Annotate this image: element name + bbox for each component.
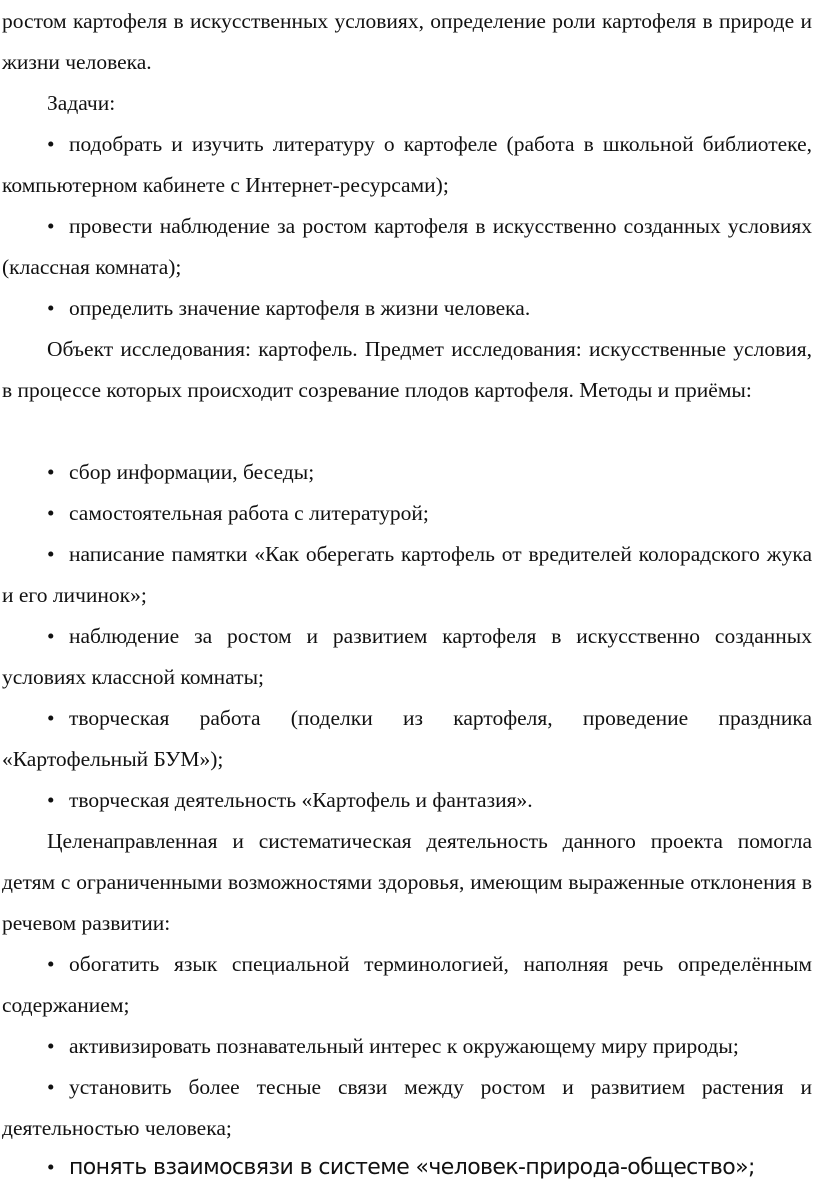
list-item-method-1 <box>2 452 812 493</box>
bullet-icon: • <box>47 1075 55 1099</box>
paragraph-text: ростом картофеля в искусственных условиях, определение роли картофеля в природе и жизни человека. <box>2 9 812 74</box>
list-item-text: сбор информации, беседы; <box>69 460 315 484</box>
list-item-text: творческая работа (поделки из картофеля, проведение праздника «Картофельный БУМ»); <box>2 706 812 771</box>
list-item-text: активизировать познавательный интерес к окружающему миру природы; <box>69 1034 739 1058</box>
list-item-method-3 <box>2 534 812 616</box>
bullet-icon: • <box>47 624 55 648</box>
list-item-method-6 <box>2 780 812 821</box>
list-item-outcome-3 <box>2 1067 812 1149</box>
bullet-icon: • <box>47 1034 55 1058</box>
list-item-method-2 <box>2 493 812 534</box>
paragraph-object-subject <box>2 329 812 411</box>
bullet-icon: • <box>47 706 55 730</box>
paragraph-goal-continuation <box>2 1 812 83</box>
list-item-text: наблюдение за ростом и развитием картофеля в искусственно созданных условиях классной комнаты; <box>2 624 812 689</box>
list-item-text: самостоятельная работа с литературой; <box>69 501 429 525</box>
paragraph-project-outcome <box>2 821 812 944</box>
list-item-text: определить значение картофеля в жизни человека. <box>69 296 531 320</box>
list-item-text: подобрать и изучить литературу о картофеле (работа в школьной библиотеке, компьютерном кабинете с Интернет-ресурсами); <box>2 132 812 197</box>
list-item-outcome-2 <box>2 1026 812 1067</box>
list-item-task-2 <box>2 206 812 288</box>
bullet-icon: • <box>47 296 55 320</box>
bullet-icon: • <box>47 1155 55 1179</box>
list-item-text: обогатить язык специальной терминологией, наполняя речь определённым содержанием; <box>2 952 812 1017</box>
paragraph-text: Объект исследования: картофель. Предмет исследования: искусственные условия, в процессе которых происходит созревание плодов картофеля. Методы и приёмы: <box>2 337 812 402</box>
list-item-method-5 <box>2 698 812 780</box>
list-item-text: понять взаимосвязи в системе «человек-природа-общество»; <box>69 1155 755 1180</box>
list-item-method-4 <box>2 616 812 698</box>
bullet-icon: • <box>47 132 55 156</box>
bullet-icon: • <box>47 952 55 976</box>
bullet-icon: • <box>47 542 55 566</box>
list-item-text: творческая деятельность «Картофель и фантазия». <box>69 788 533 812</box>
list-item-task-3 <box>2 288 812 329</box>
bullet-icon: • <box>47 214 55 238</box>
bullet-icon: • <box>47 460 55 484</box>
list-item-text: установить более тесные связи между ростом и развитием растения и деятельностью человека; <box>2 1075 812 1140</box>
paragraph-text: Задачи: <box>47 91 116 115</box>
list-item-outcome-4 <box>2 1147 812 1188</box>
list-item-text: провести наблюдение за ростом картофеля в искусственно созданных условиях (классная комната); <box>2 214 812 279</box>
bullet-icon: • <box>47 501 55 525</box>
list-item-task-1 <box>2 124 812 206</box>
paragraph-text: Целенаправленная и систематическая деятельность данного проекта помогла детям с ограниченными возможностями здоровья, имеющим выраженные отклонения в речевом развитии: <box>2 829 812 935</box>
list-item-text: написание памятки «Как оберегать картофель от вредителей колорадского жука и его личинок»; <box>2 542 812 607</box>
list-item-outcome-1 <box>2 944 812 1026</box>
bullet-icon: • <box>47 788 55 812</box>
paragraph-tasks-heading <box>2 83 812 124</box>
